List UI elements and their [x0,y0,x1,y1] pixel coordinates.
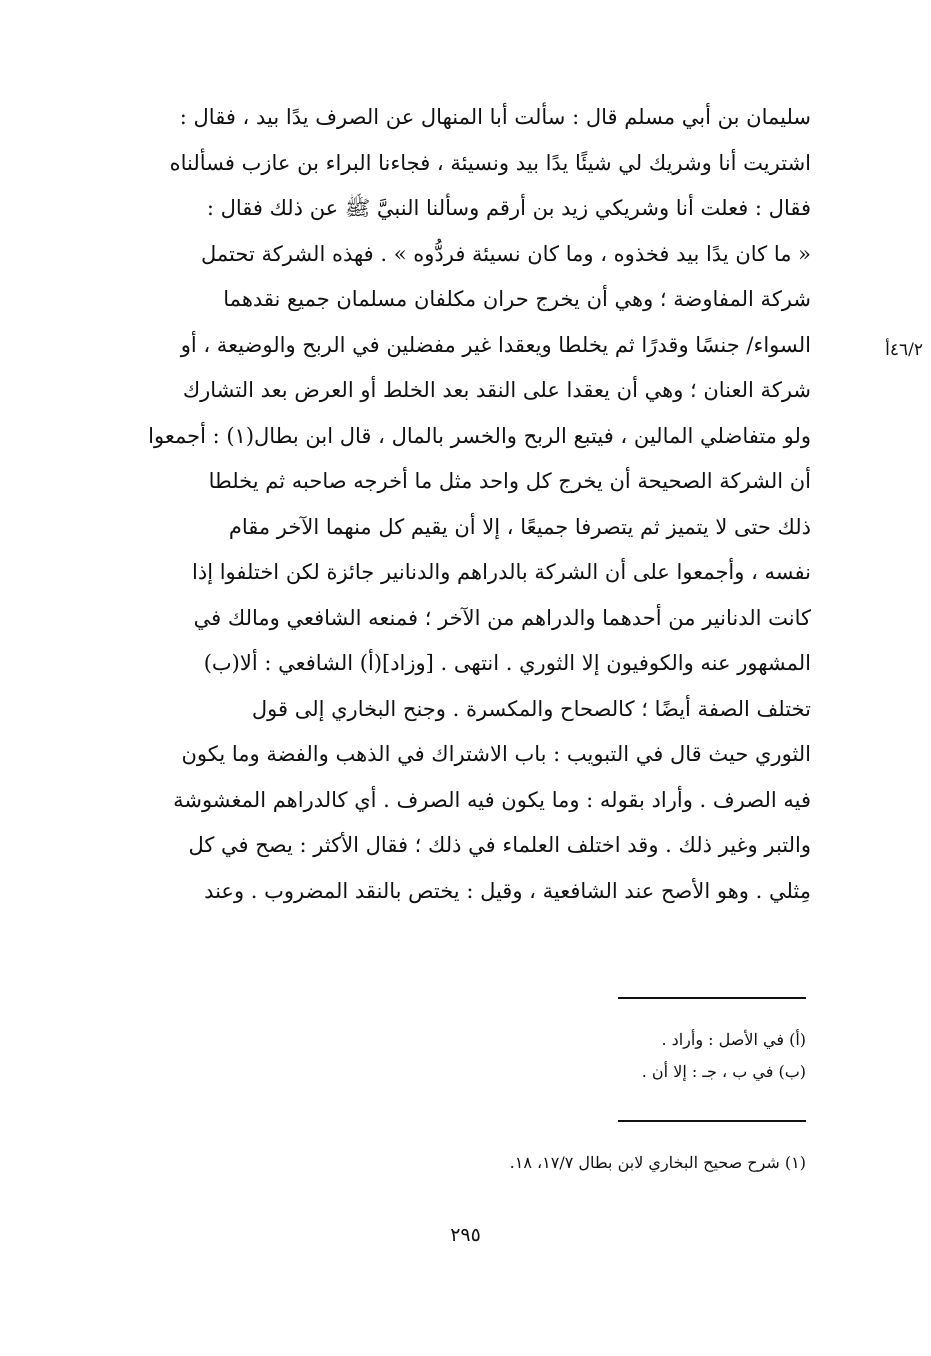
text-line: أن الشركة الصحيحة أن يخرج كل واحد مثل ما أخرجه صاحبه ثم يخلطا [208,469,811,493]
text-line: « ما كان يدًا بيد فخذوه ، وما كان نسيئة فردُّوه » . فهذه الشركة تحتمل [201,241,811,266]
footnote-item: (ب) في ب ، جـ : إلا أن . [641,1062,806,1081]
text-line: سليمان بن أبي مسلم قال : سألت أبا المنهال عن الصرف يدًا بيد ، فقال : [179,105,811,129]
page-number: ٢٩٥ [450,1224,481,1246]
text-line: فيه الصرف . وأراد بقوله : وما يكون فيه الصرف . أي كالدراهم المغشوشة [173,787,811,812]
text-line: المشهور عنه والكوفيون إلا الثوري . انتهى . [وزاد](أ) الشافعي : ألا(ب) [203,651,811,675]
text-line: والتبر وغير ذلك . وقد اختلف العلماء في ذلك ؛ فقال الأكثر : يصح في كل [188,833,811,857]
text-line: مِثلي . وهو الأصح عند الشافعية ، وقيل : يختص بالنقد المضروب . وعند [204,878,811,903]
text-line: ولو متفاضلي المالين ، فيتبع الربح والخسر بالمال ، قال ابن بطال(١) : أجمعوا [148,423,811,448]
footnote-divider [618,1120,806,1122]
footnote-divider [618,997,806,999]
source-footnotes [306,1147,806,1179]
manuscript-folio-marker: ٤٦/٢أ [885,340,923,360]
text-line: اشتريت أنا وشريك لي شيئًا يدًا بيد ونسيئة ، فجاءنا البراء بن عازب فسألناه [169,150,811,175]
text-line: فقال : فعلت أنا وشريكي زيد بن أرقم وسألنا النبيَّ ﷺ عن ذلك فقال : [206,196,811,220]
text-line: الثوري حيث قال في التبويب : باب الاشتراك في الذهب والفضة وما يكون [181,742,811,766]
text-line: ذلك حتى لا يتميز ثم يتصرفا جميعًا ، إلا أن يقيم كل منهما الآخر مقام [228,514,811,539]
variant-footnotes [306,1024,806,1088]
text-line: شركة العنان ؛ وهي أن يعقدا على النقد بعد الخلط أو العرض بعد التشارك [182,378,811,402]
text-line: شركة المفاوضة ؛ وهي أن يخرج حران مكلفان مسلمان جميع نقدهما [223,287,811,311]
text-line: كانت الدنانير من أحدهما والدراهم من الآخر ؛ فمنعه الشافعي ومالك في [193,605,811,630]
text-line: نفسه ، وأجمعوا على أن الشركة بالدراهم والدنانير جائزة لكن اختلفوا إذا [192,560,811,584]
footnote-item: (١) شرح صحيح البخاري لابن بطال ١٧/٧، ١٨. [509,1153,806,1172]
text-line: تختلف الصفة أيضًا ؛ كالصحاح والمكسرة . وجنح البخاري إلى قول [251,696,811,721]
main-text [116,95,811,914]
text-line: السواء/ جنسًا وقدرًا ثم يخلطا ويعقدا غير مفضلين في الربح والوضيعة ، أو [180,332,811,357]
footnote-item: (أ) في الأصل : وأراد . [661,1030,806,1049]
